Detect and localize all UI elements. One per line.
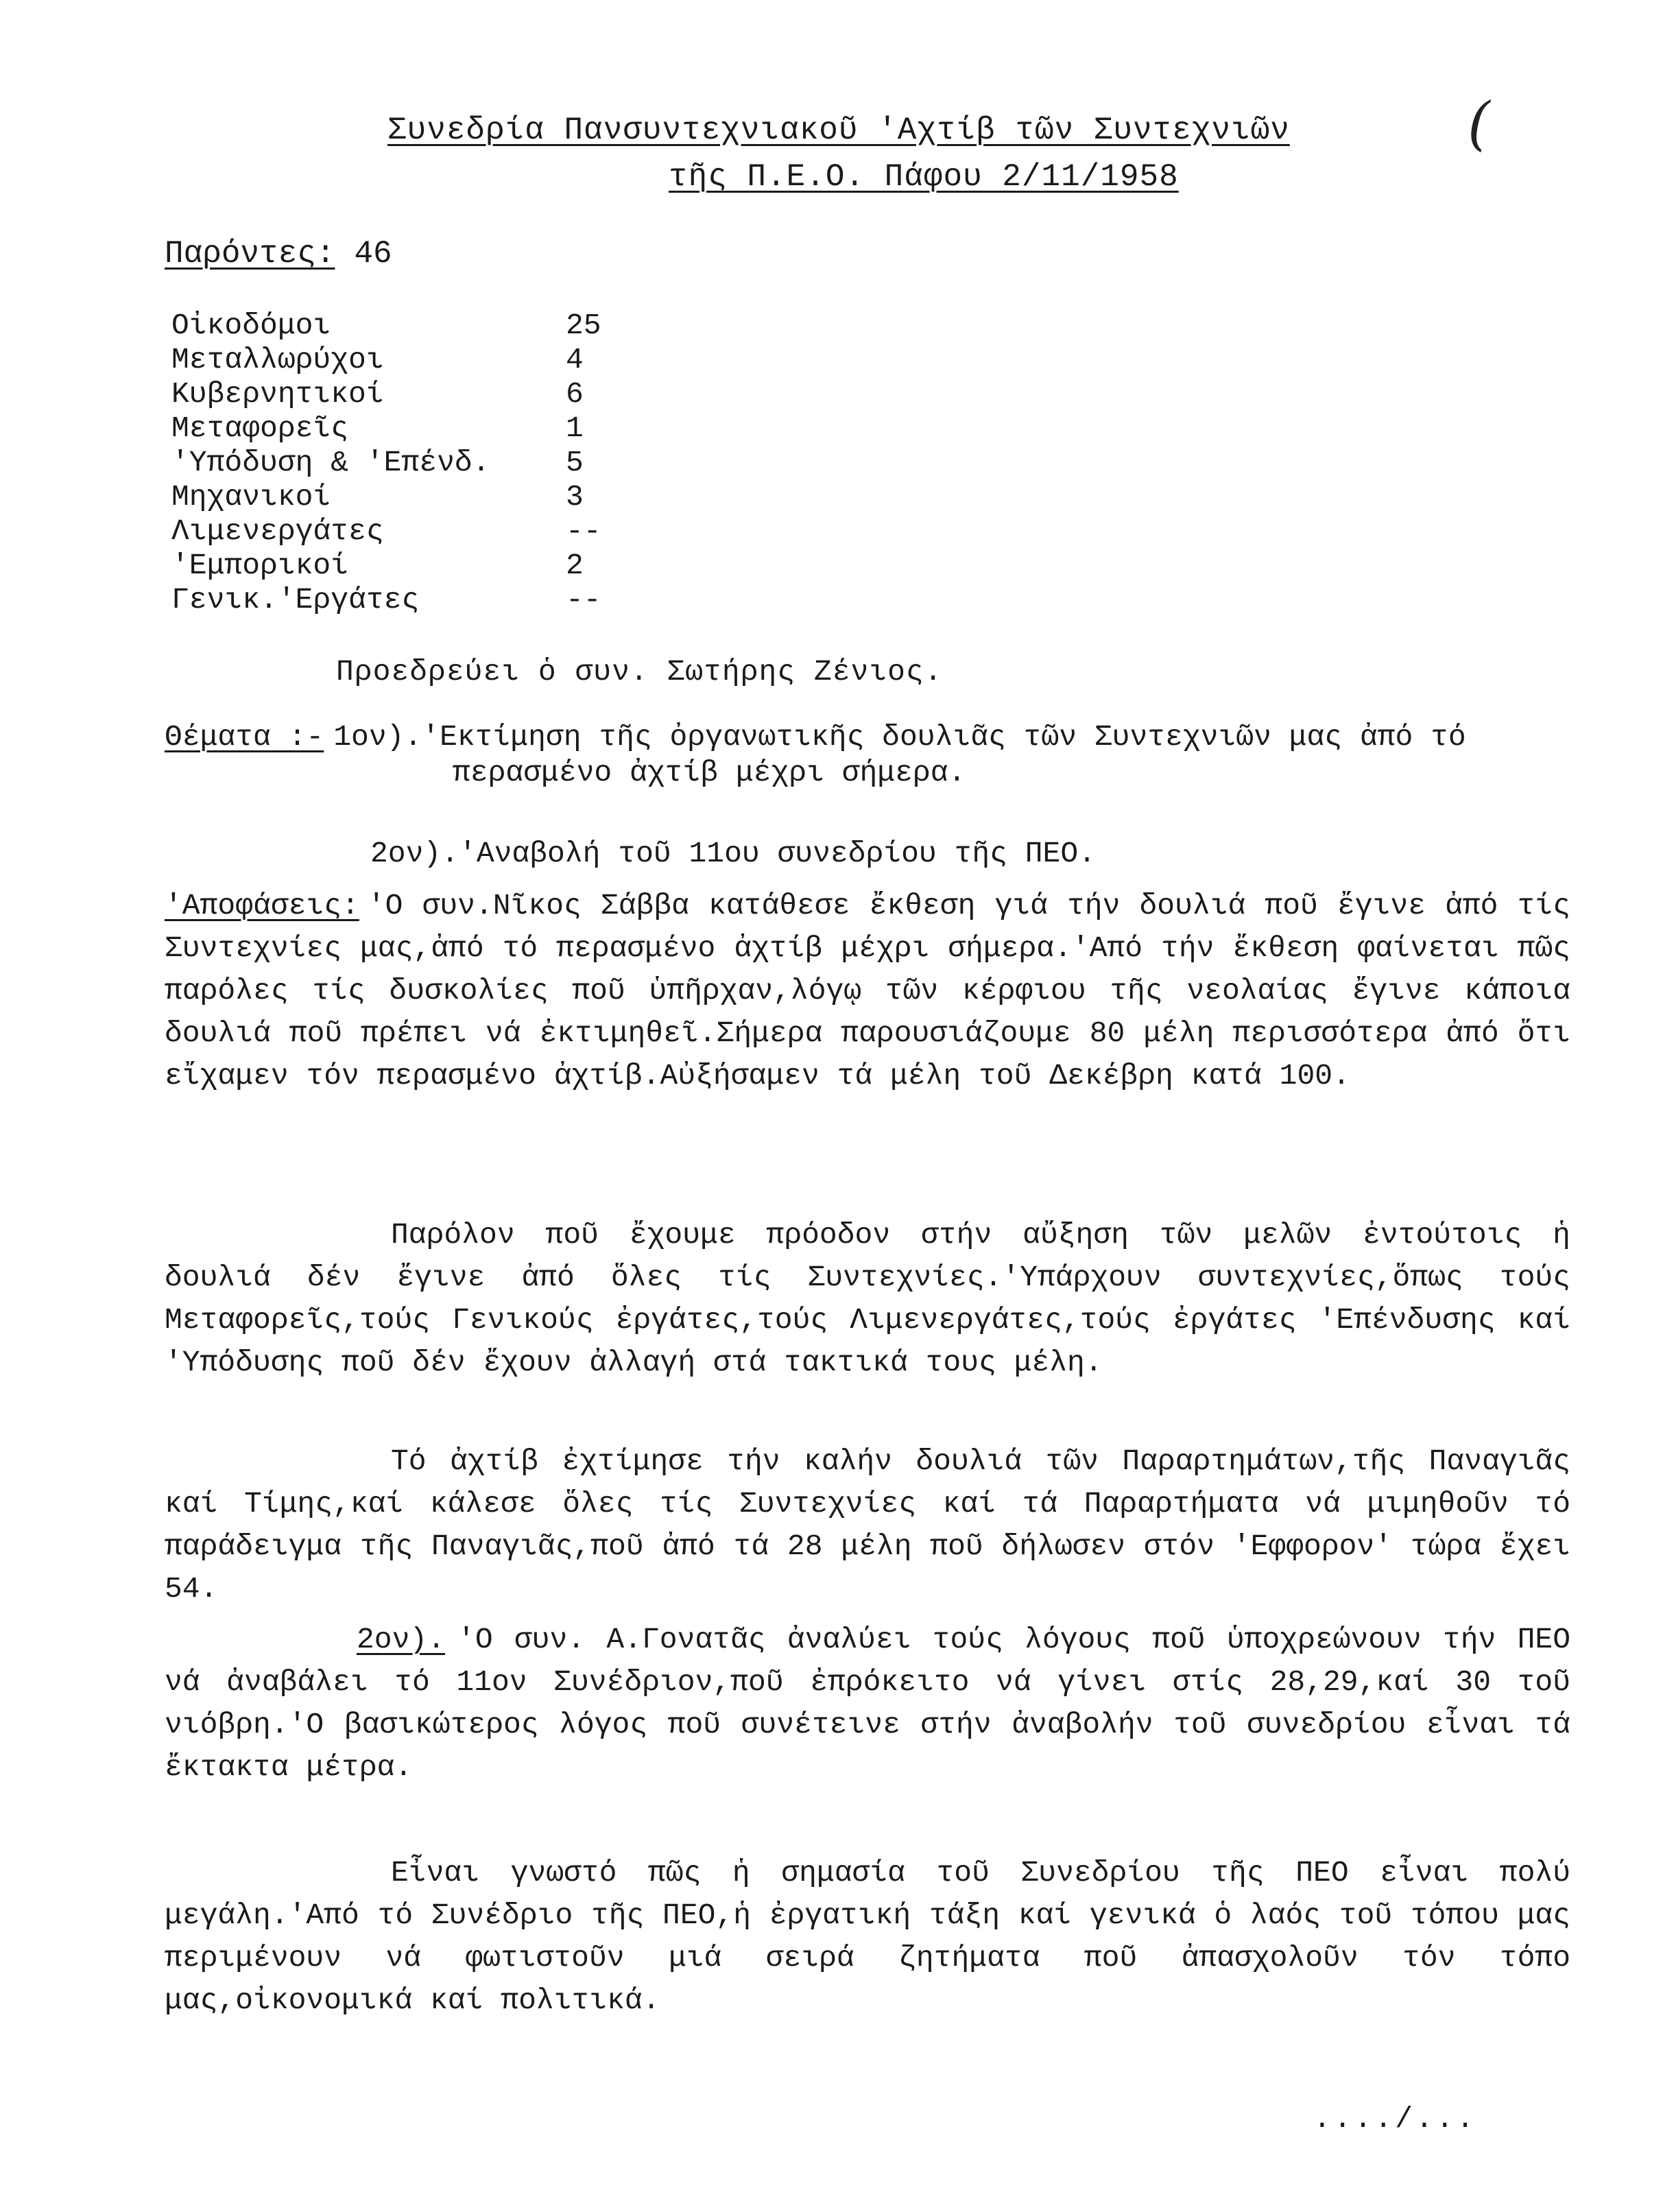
topics-label: Θέματα :- [165,720,324,754]
document-title: Συνεδρία Πανσυντεχνιακοῦ 'Αχτίβ τῶν Συντεχνιῶν [387,112,1290,148]
topic-item-1 [165,717,1466,758]
attendance-row-count: -- [566,514,601,548]
attendance-row-name: Μεταλλωρύχοι [171,343,384,377]
attendance-row-name: Μεταφορεῖς [171,412,349,445]
decisions-label: 'Αποφάσεις: [165,889,359,923]
decisions-paragraph-1 [165,885,1570,1097]
document-subtitle: τῆς Π.Ε.Ο. Πάφου 2/11/1958 [669,159,1179,195]
attendance-row-count: 2 [566,549,584,582]
second-topic-label: 2ον). [357,1623,446,1656]
attendance-row-name: Λιμενεργάτες [171,514,384,548]
decisions-paragraph-4-text: 'Ο συν. Α.Γονατᾶς ἀναλύει τούς λόγους ποῦ ὑποχρεώνουν τήν ΠΕΟ νά ἀναβάλει τό 11ον Συνέδριον,ποῦ ἐπρόκειτο νά γίνει στίς 28,29,καί 30 τοῦ νιόβρη.'Ο βασικώτερος λόγος ποῦ συνέτεινε στήν ἀναβολήν τοῦ συνεδρίου εἶναι τά ἔκτακτα μέτρα. [165,1623,1570,1784]
decisions-paragraph-3: Τό ἀχτίβ ἐχτίμησε τήν καλήν δουλιά τῶν Παραρτημάτων,τῆς Παναγιᾶς καί Τίμης,καί κάλεσε ὅλες τίς Συντεχνίες καί τά Παραρτήματα νά μιμηθοῦν τό παράδειγμα τῆς Παναγιᾶς,ποῦ ἀπό τά 28 μέλη ποῦ δήλωσεν στόν 'Εφφορον' τώρα ἔχει 54. [165,1444,1570,1606]
chair-line: Προεδρεύει ὁ συν. Σωτήρης Ζένιος. [336,655,943,689]
attendance-row-count: 25 [566,309,601,342]
attendance-total: 46 [354,236,392,272]
attendance-label: Παρόντες: [165,236,335,272]
attendance-row-name: 'Υπόδυση & 'Επένδ. [171,446,490,479]
attendance-heading [165,233,392,274]
decisions-paragraph-4 [165,1619,1570,1789]
topic-1-continuation: περασμένο ἀχτίβ μέχρι σήμερα. [453,756,966,789]
attendance-row-name: Γενικ.'Εργάτες [171,583,420,617]
attendance-row-count: 4 [566,343,584,377]
attendance-row-count: 6 [566,377,584,411]
topic-item-2: 2ον).'Αναβολή τοῦ 11ου συνεδρίου τῆς ΠΕΟ. [370,837,1096,870]
continuation-mark: ..../... [1313,2102,1477,2136]
attendance-row-name: 'Εμπορικοί [171,549,349,582]
attendance-row-name: Οἰκοδόμοι [171,309,331,342]
attendance-row-name: Κυβερνητικοί [171,377,384,411]
attendance-row-count: 5 [566,446,584,479]
decisions-paragraph-5: Εἶναι γνωστό πῶς ἡ σημασία τοῦ Συνεδρίου τῆς ΠΕΟ εἶναι πολύ μεγάλη.'Από τό Συνέδριο τῆς ΠΕΟ,ἡ ἐργατική τάξη καί γενικά ὁ λαός τοῦ τόπου μας περιμένουν νά φωτιστοῦν μιά σειρά ζητήματα ποῦ ἀπασχολοῦν τόν τόπο μας,οἰκονομικά καί πολιτικά. [165,1856,1570,2017]
attendance-row-name: Μηχανικοί [171,480,331,514]
attendance-row-count: 3 [566,480,584,514]
attendance-row-count: -- [566,583,601,617]
topic-1-text: 1ον).'Εκτίμηση τῆς ὀργανωτικῆς δουλιᾶς τῶν Συντεχνιῶν μας ἀπό τό [333,720,1466,754]
attendance-row-count: 1 [566,412,584,445]
handwritten-page-mark: ( [1468,90,1490,157]
decisions-paragraph-1-text: 'Ο συν.Νῖκος Σάββα κατάθεσε ἔκθεση γιά τήν δουλιά ποῦ ἔγινε ἀπό τίς Συντεχνίες μας,ἀπό τό περασμένο ἀχτίβ μέχρι σήμερα.'Από τήν ἔκθεση φαίνεται πῶς παρόλες τίς δυσκολίες ποῦ ὑπῆρχαν,λόγῳ τῶν κέρφιου τῆς νεολαίας ἔγινε κάποια δουλιά ποῦ πρέπει νά ἐκτιμηθεῖ.Σήμερα παρουσιάζουμε 80 μέλη περισσότερα ἀπό ὅτι εἴχαμεν τόν περασμένο ἀχτίβ.Αὐξήσαμεν τά μέλη τοῦ Δεκέβρη κατά 100. [165,889,1570,1093]
decisions-paragraph-2: Παρόλον ποῦ ἔχουμε πρόοδον στήν αὔξηση τῶν μελῶν ἐντούτοις ἡ δουλιά δέν ἔγινε ἀπό ὅλες τίς Συντεχνίες.'Υπάρχουν συντεχνίες,ὅπως τούς Μεταφορεῖς,τούς Γενικούς ἐργάτες,τούς Λιμενεργάτες,τούς ἐργάτες 'Επένδυσης καί 'Υπόδυσης ποῦ δέν ἔχουν ἀλλαγή στά τακτικά τους μέλη. [165,1218,1570,1379]
